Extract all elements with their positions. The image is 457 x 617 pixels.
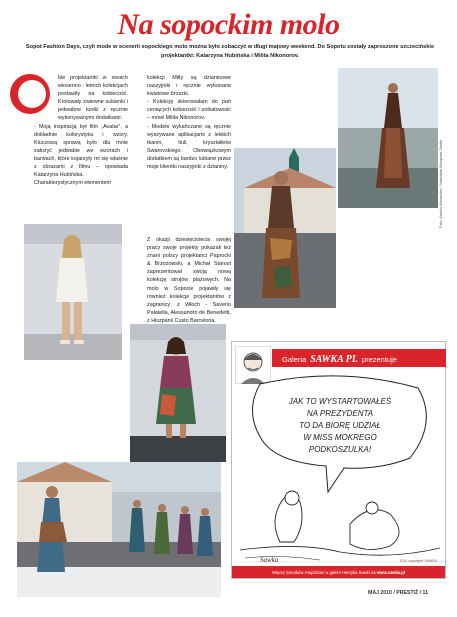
article-column-2	[147, 74, 231, 171]
photo-credit: Foto: Kamila Alexander / Sebastian Wszyński Studio	[439, 140, 443, 229]
photo-model-seaside	[338, 68, 438, 208]
paragraph: Z okazji dziesięciolecia swojej pracy swoje projekty pokazali też znani polscy projektanci Paprocki & Brzozowski, a Michał Starost zaprezentował swoją nową kolekcję strojów plażowych. Na molo w Sopocie pojawiły się również kolekcje projektantów z zagranicy: z Włoch - Saverio Palatella, Alessandro de Benedetti, z Hiszpanii Custo Barcelona.	[147, 237, 231, 324]
svg-text:W MISS MOKREGO: W MISS MOKREGO	[303, 433, 377, 442]
photo-runway-lineup	[17, 462, 221, 597]
svg-text:TO DA BIORĘ UDZIAŁ: TO DA BIORĘ UDZIAŁ	[299, 421, 381, 430]
cartoon-copyright: 2010 copyright: SAWKA	[399, 559, 437, 563]
paragraph: - Modele wykańczane są ręcznie wyszywane aplikacjami z lekkich tkanin, tiuli, kryształków Swarovskiego. Obowiązkowym dodatkiem są bardzo lubiane przez moje klientki naszyjniki z dzianiny.	[147, 123, 231, 171]
svg-text:JAK TO WYSTARTOWAŁEŚ: JAK TO WYSTARTOWAŁEŚ	[288, 397, 392, 406]
gallery-prefix: Galeria	[282, 354, 307, 364]
gallery-footer-text: Więcej rysunków znajdziesz w galerii Henryka Sawki na	[272, 569, 376, 575]
gallery-header	[282, 352, 439, 366]
gallery-brand-logo: SAWKA PL	[310, 353, 358, 365]
article-column-1	[34, 74, 128, 187]
gallery-suffix: prezentuje	[361, 354, 397, 364]
paragraph: Charakterystycznym elementem	[34, 180, 111, 187]
cartoon-gallery-box	[231, 341, 446, 579]
gallery-footer-link[interactable]: www.sawka.pl	[376, 569, 405, 575]
paragraph: bie projektantki w swoich wiosenno - letnich kolekcjach postawiły na kobiecość. Kroiowały zwiewne sukienki i jedwabne tuniki z ręcznie wykonywanymi dodatkami.	[58, 75, 128, 122]
cartoon-drawing	[240, 374, 440, 564]
article-column-3	[147, 236, 231, 325]
paragraph: kolekcji Milty są dzianinowe naszyjniki i ręcznie wykonane kwiatowe broszki.	[147, 75, 231, 98]
photo-model-white-dress	[24, 224, 122, 360]
svg-text:NA PREZYDENTA: NA PREZYDENTA	[306, 409, 374, 418]
page-folio: MAJ 2010 / PRESTIŻ / 11	[368, 590, 428, 596]
photo-model-sopot-pier	[234, 148, 336, 308]
photo-model-colorful-dress	[130, 324, 226, 462]
gallery-footer	[232, 566, 445, 578]
paragraph: - Moją inspiracją był film „Avatar”, a dokładnie kolorystyka i wzory. Kluczową sprawą było dla mnie założyć jedwabie we wzorach i barwach, które kojarzyły mi się właśnie z obrazami z filmu – opowiada Katarzyna Hubińska.	[34, 123, 128, 179]
article-lead: Sopot Fashion Days, czyli mode w scenerii sopockiego molo można było zobaczyć w długi majowy weekend. Do Sopotu zostały zaproszone szczecińskie projektantki: Katarzyna Hubińska i Milita Nikonorov.	[25, 44, 435, 59]
paragraph: - Kolekcję skierowałam do pań ceniących kobiecość i unikatowość – mówi Milita Nikonorov.	[147, 99, 231, 122]
svg-text:PODKOSZULKA!: PODKOSZULKA!	[308, 445, 372, 454]
article-title: Na sopockim molo	[117, 8, 340, 41]
svg-text:Sawka: Sawka	[260, 556, 279, 564]
